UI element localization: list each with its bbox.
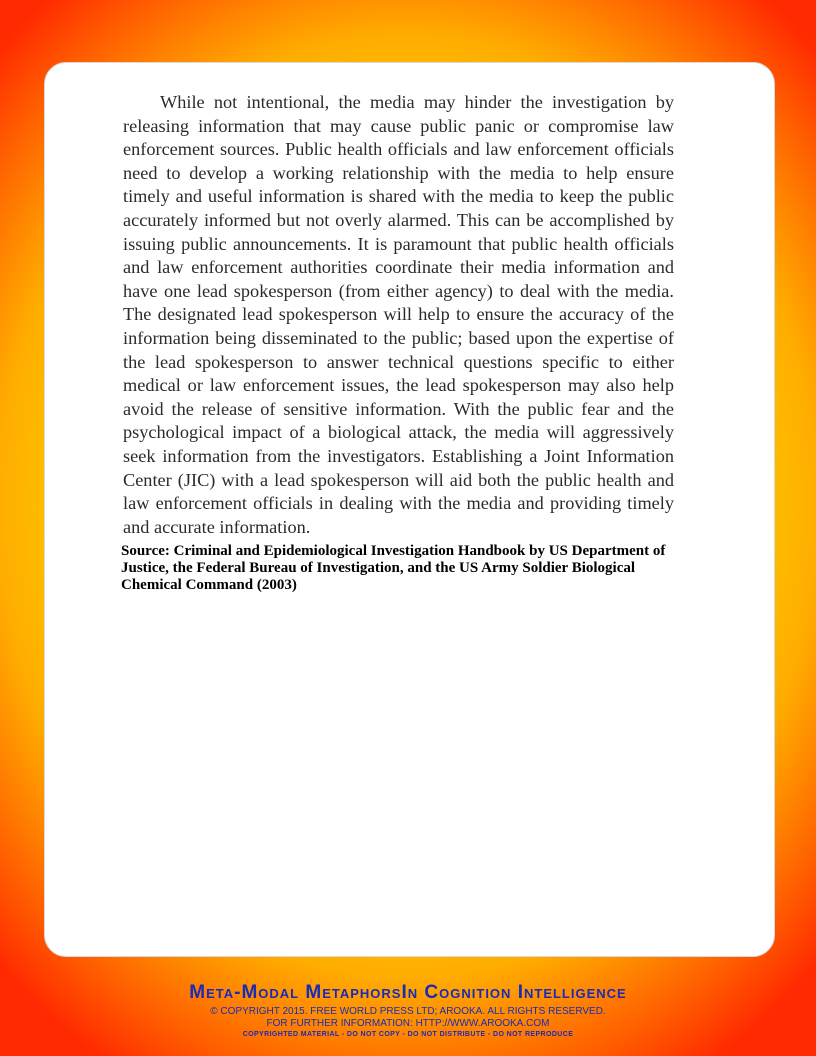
page-footer	[0, 980, 816, 1039]
footer-info: FOR FURTHER INFORMATION: HTTP://WWW.AROOKA.COM	[266, 1018, 550, 1029]
excerpt-paragraph: While not intentional, the media may hinder the investigation by releasing information that may cause public panic or compromise law enforcement sources. Public health officials and law enforcement officials need to develop a working relationship with the media to help ensure timely and useful information is shared with the media to keep the public accurately informed but not overly alarmed. This can be accomplished by issuing public announcements. It is paramount that public health officials and law enforcement authorities coordinate their media information and have one lead spokesperson (from either agency) to deal with the media. The designated lead spokesperson will help to ensure the accuracy of the information being disseminated to the public; based upon the expertise of the lead spokesperson to answer technical questions specific to either medical or law enforcement issues, the lead spokesperson may also help avoid the release of sensitive information. With the public fear and the psychological impact of a biological attack, the media will aggressively seek information from the investigators. Establishing a Joint Information Center (JIC) with a lead spokesperson will aid both the public health and law enforcement officials in dealing with the media and providing timely and accurate information.	[123, 92, 674, 537]
content-card	[44, 62, 775, 957]
footer-warning: COPYRIGHTED MATERIAL - DO NOT COPY - DO NOT DISTRIBUTE - DO NOT REPRODUCE	[242, 1031, 574, 1038]
footer-title: Meta-Modal MetaphorsIn Cognition Intelligence	[189, 982, 627, 1003]
source-citation: Source: Criminal and Epidemiological Investigation Handbook by US Department of Justice, the Federal Bureau of Investigation, and the US Army Soldier Biological Chemical Command (2003)	[121, 543, 666, 593]
footer-copyright: © COPYRIGHT 2015. FREE WORLD PRESS LTD; AROOKA. ALL RIGHTS RESERVED.	[210, 1006, 606, 1017]
